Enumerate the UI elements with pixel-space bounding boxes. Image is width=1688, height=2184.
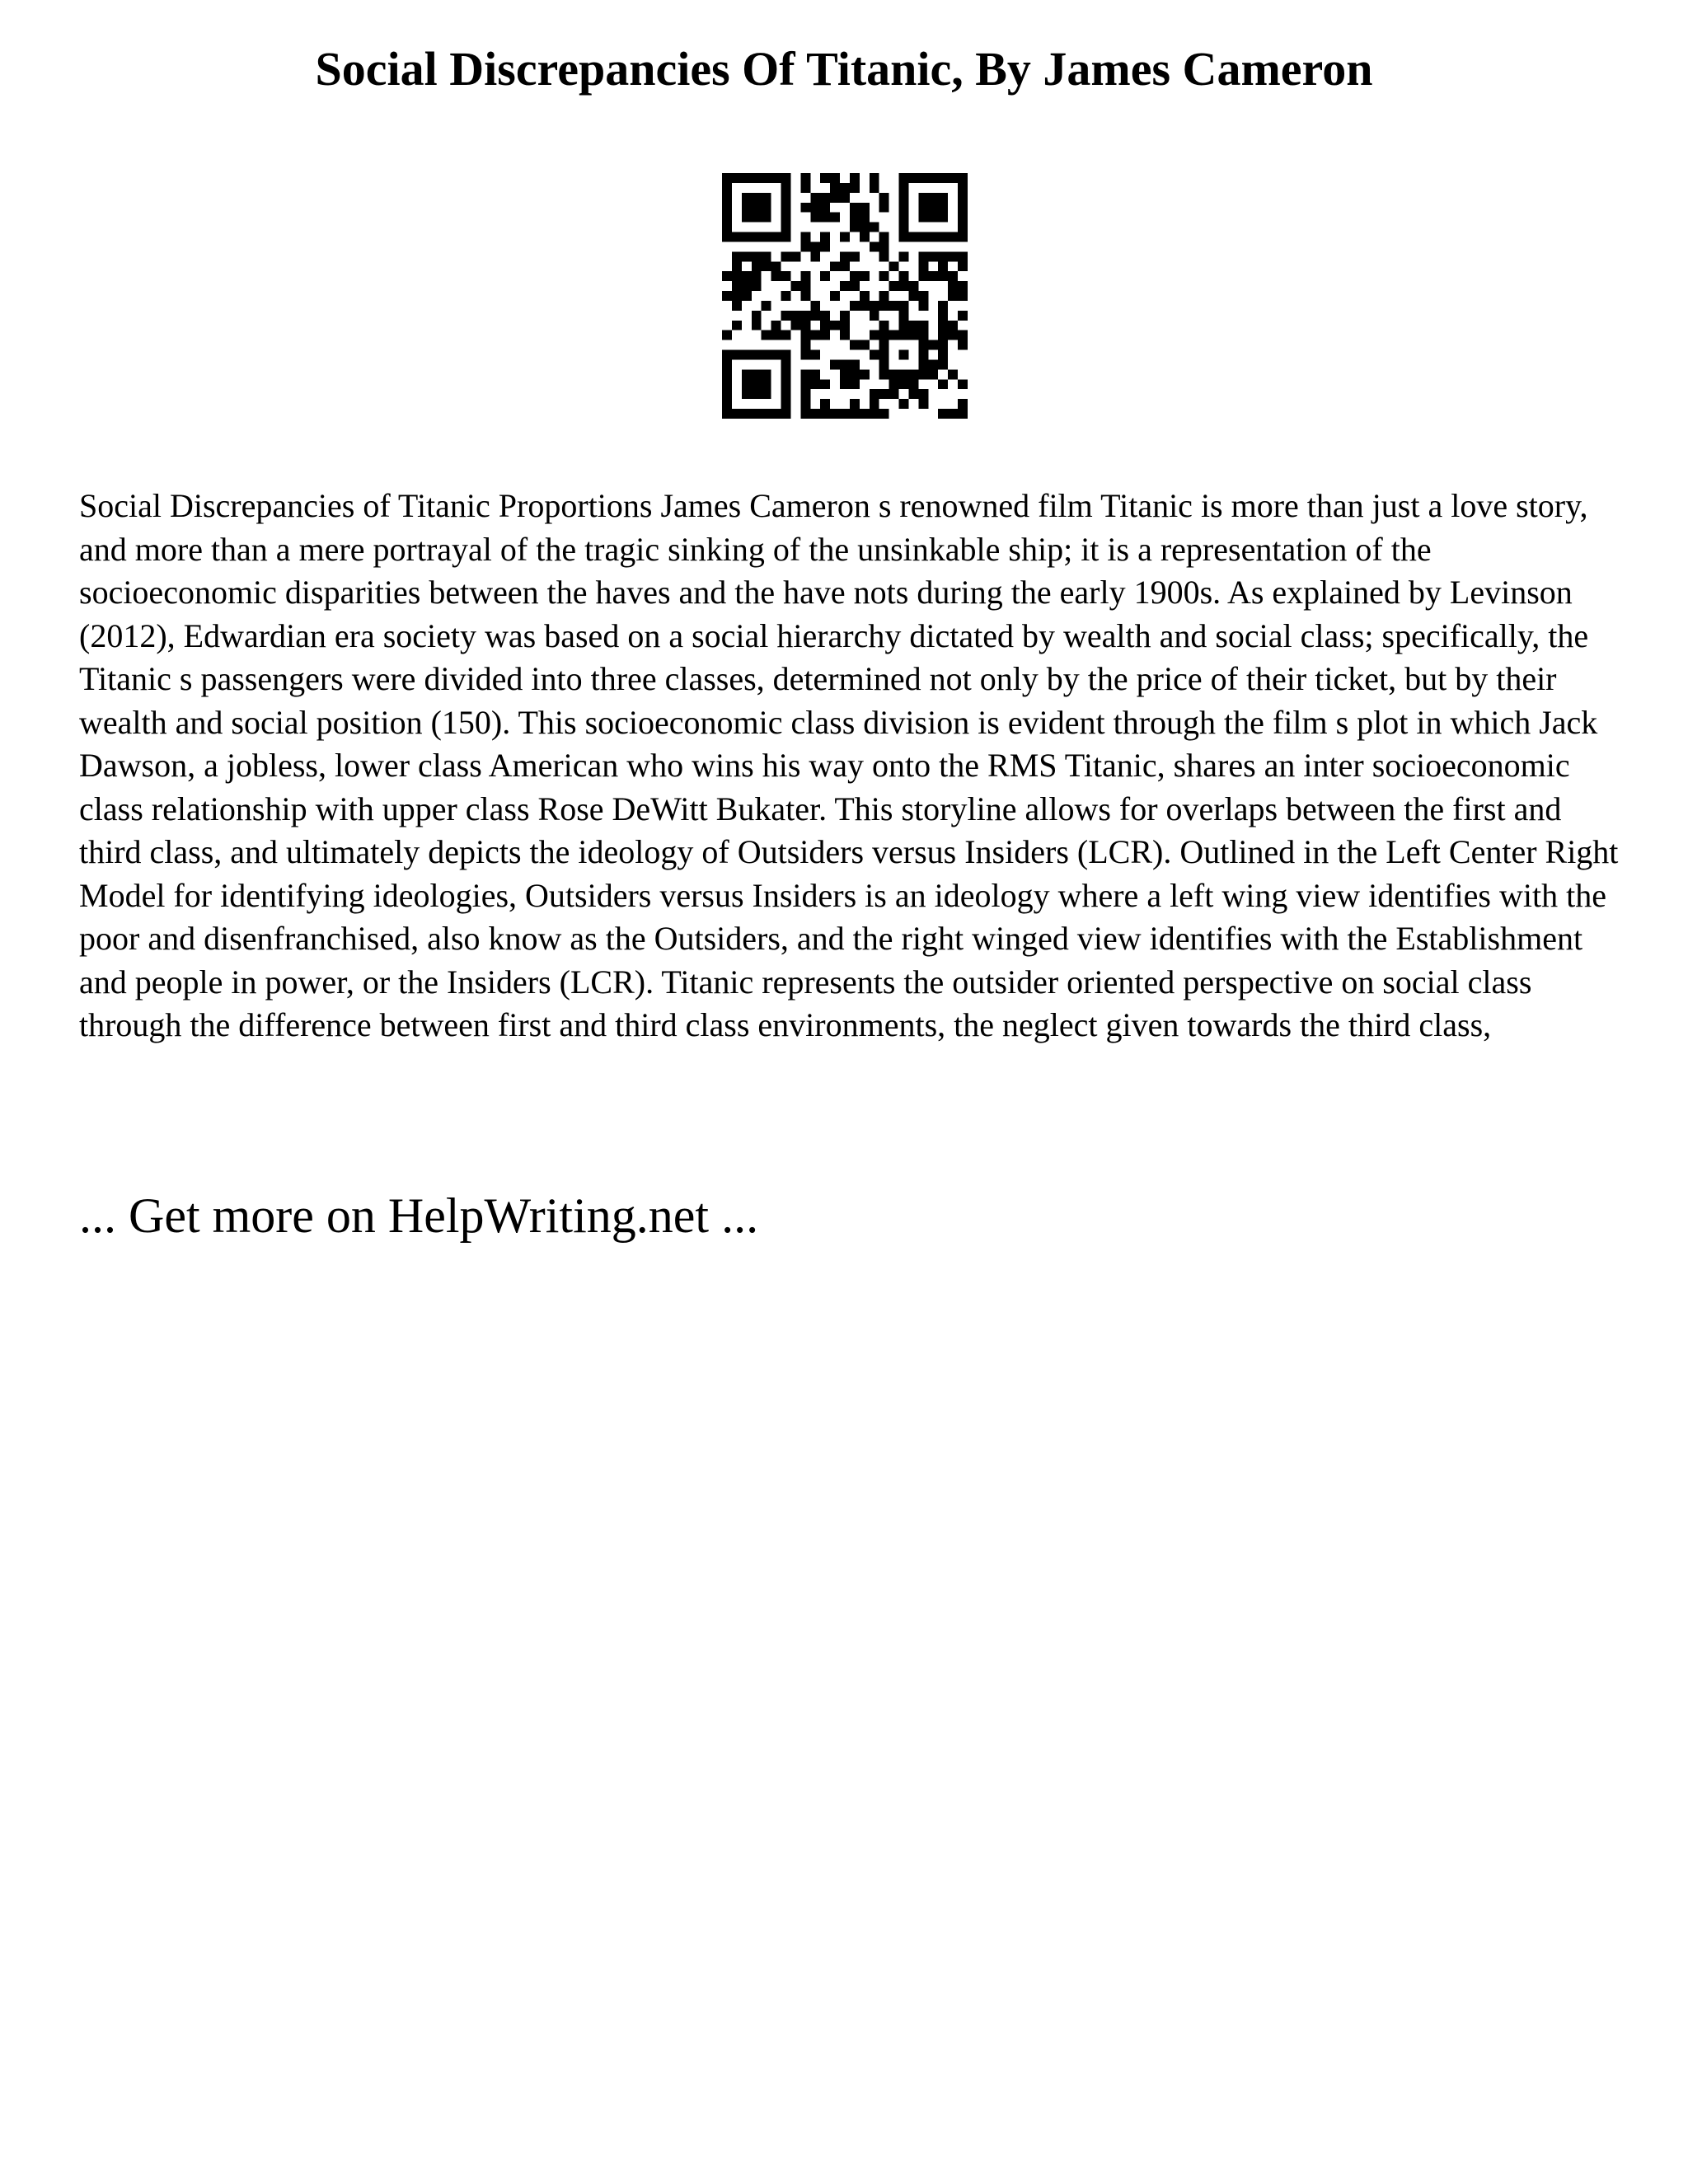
get-more-link[interactable]: ... Get more on HelpWriting.net ... xyxy=(79,1188,759,1243)
body-paragraph: Social Discrepancies of Titanic Proportions James Cameron s renowned film Titanic is more than just a love story, and more than a mere portrayal of the tragic sinking of the unsinkable ship; it is a representation of the socioeconomic disparities between the haves and the have nots during the early 1900s. As explained by Levinson (2012), Edwardian era society was based on a social hierarchy dictated by wealth and social class; specifically, the Titanic s passengers were divided into three classes, determined not only by the price of their ticket, but by their wealth and social position (150). This socioeconomic class division is evident through the film s plot in which Jack Dawson, a jobless, lower class American who wins his way onto the RMS Titanic, shares an inter socioeconomic class relationship with upper class Rose DeWitt Bukater. This storyline allows for overlaps between the first and third class, and ultimately depicts the ideology of Outsiders versus Insiders (LCR). Outlined in the Left Center Right Model for identifying ideologies, Outsiders versus Insiders is an ideology where a left wing view identifies with the poor and disenfranchised, also know as the Outsiders, and the right winged view identifies with the Establishment and people in power, or the Insiders (LCR). Titanic represents the outsider oriented perspective on social class through the difference between first and third class environments, the neglect given towards the third class, xyxy=(79,487,1619,1043)
document-title: Social Discrepancies Of Titanic, By James Cameron xyxy=(315,42,1373,96)
qr-code-icon xyxy=(722,173,968,419)
